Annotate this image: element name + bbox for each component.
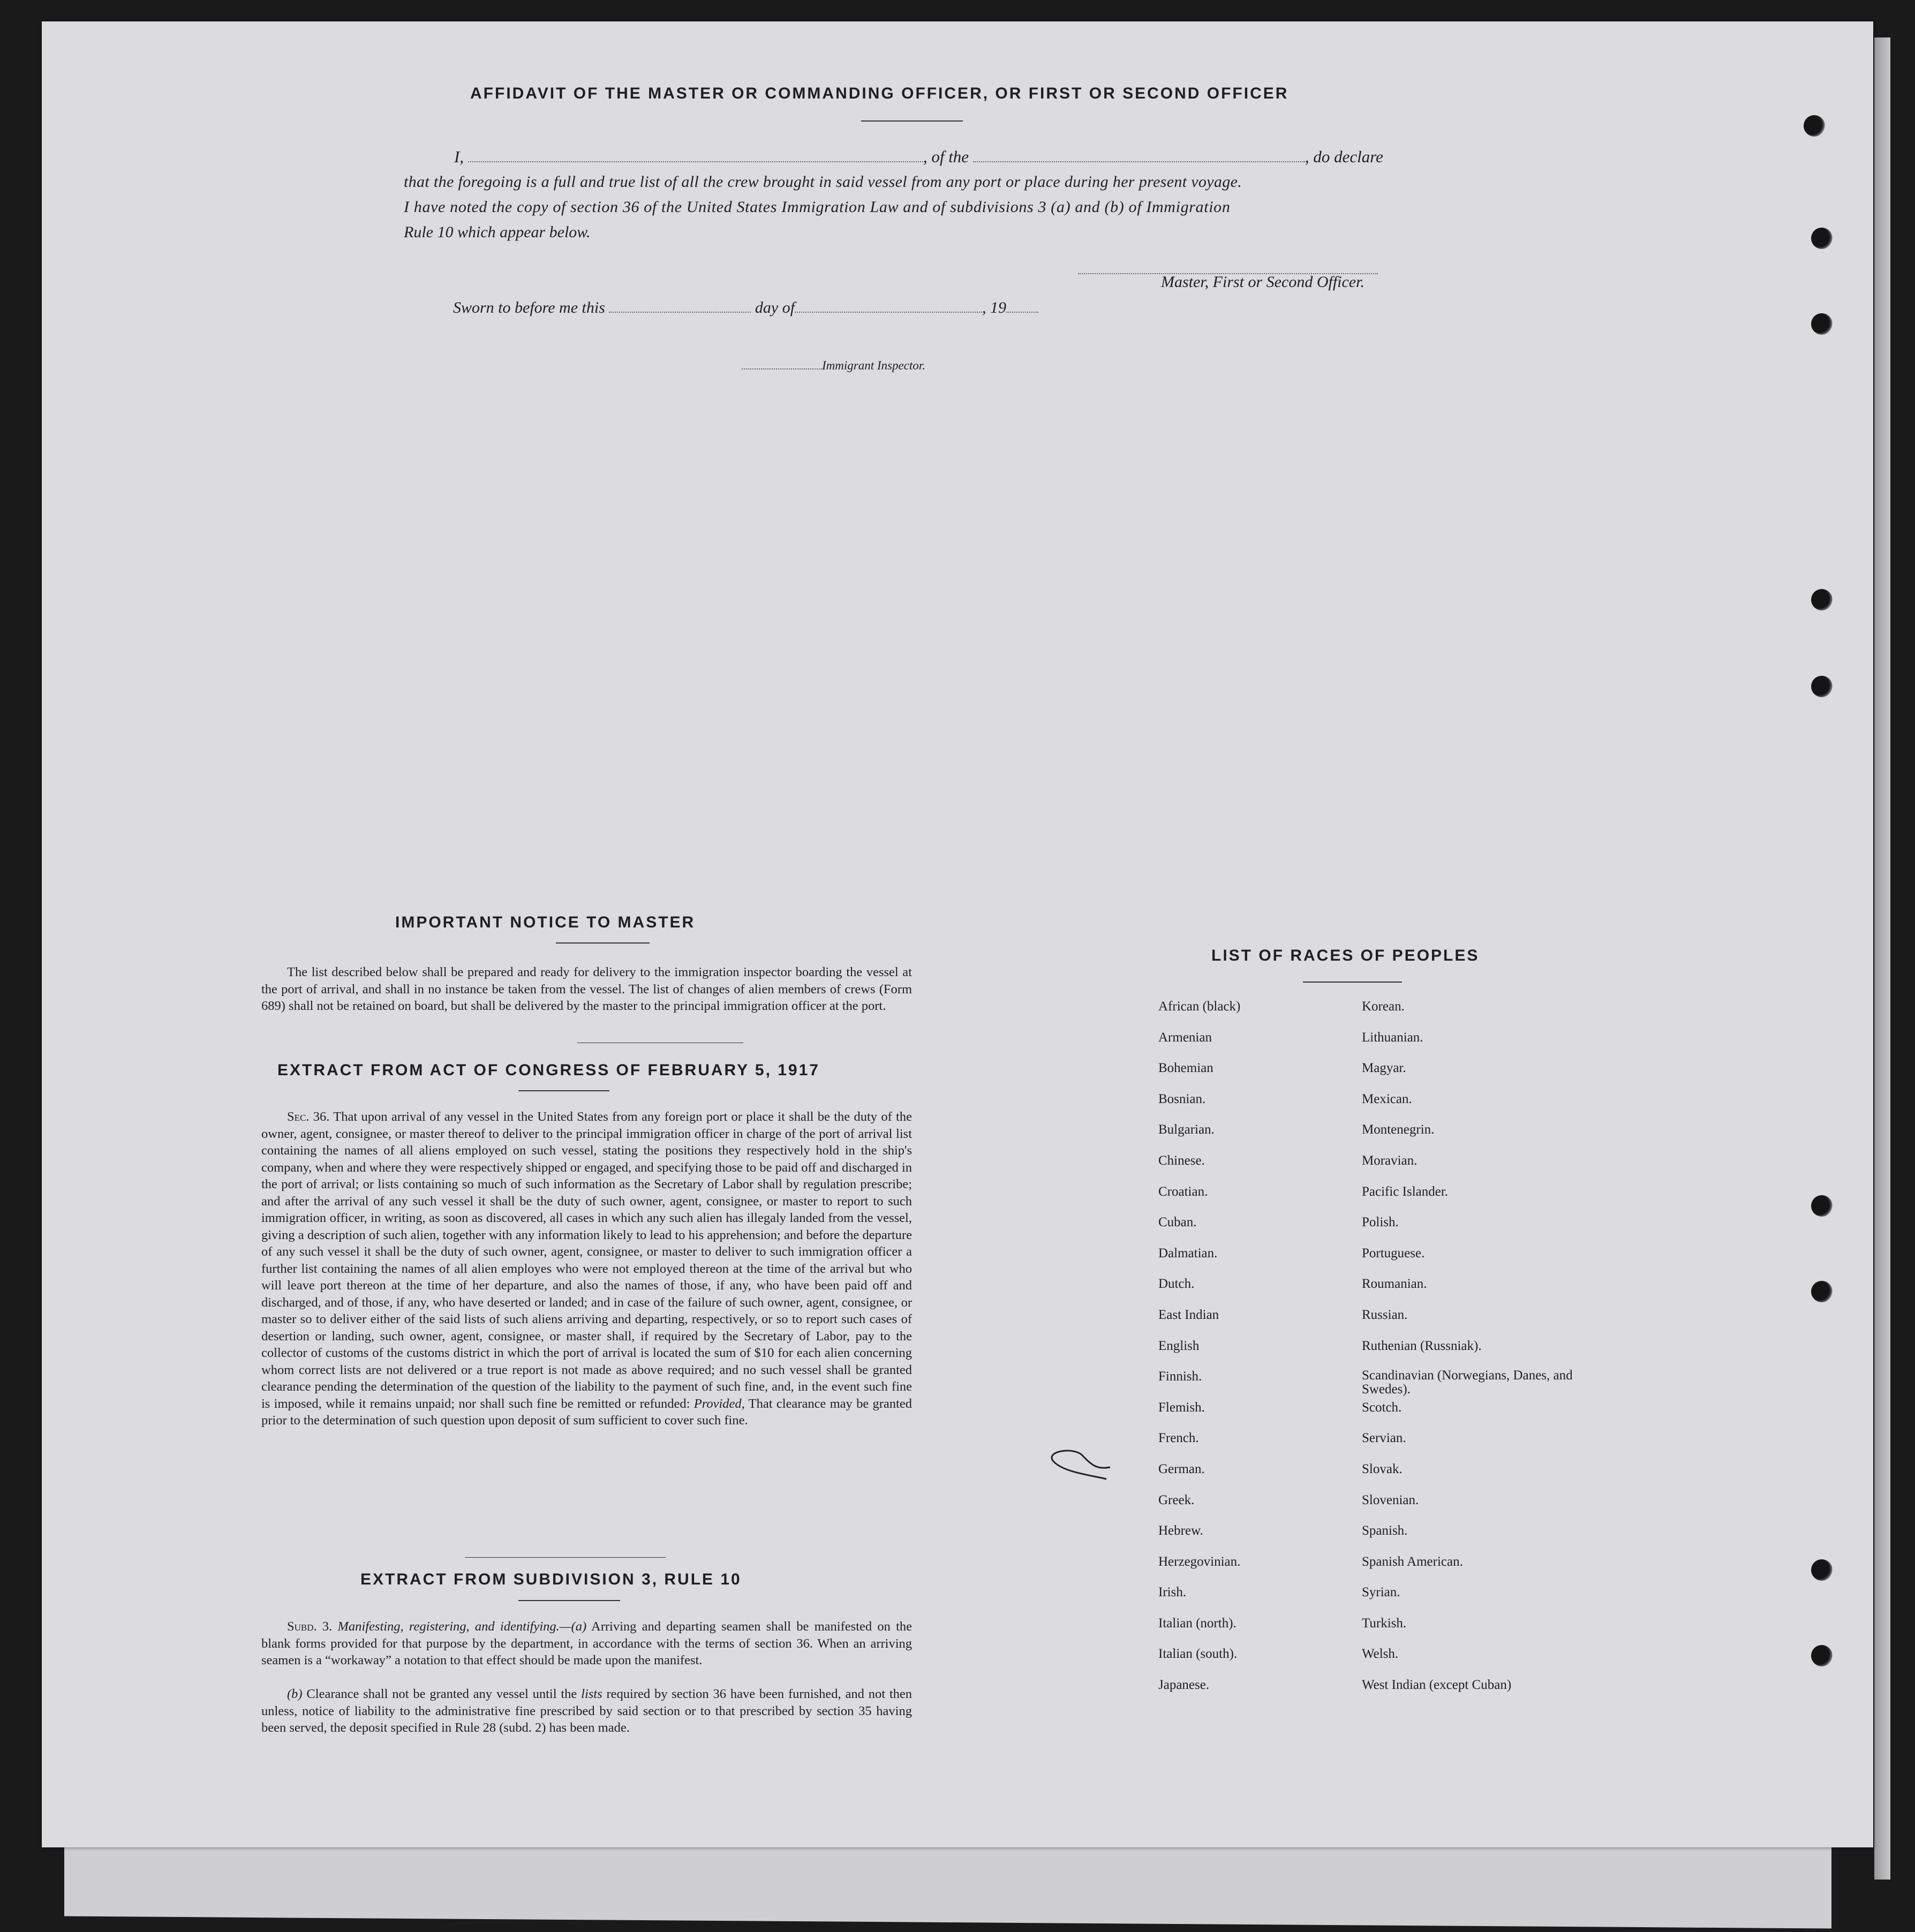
race-item: Cuban.	[1158, 1215, 1197, 1230]
binder-hole	[1811, 589, 1833, 610]
race-item: Servian.	[1362, 1431, 1406, 1446]
year-label: , 19	[982, 299, 1007, 316]
para-a-text: Arriving and departing seamen shall be manifested on the blank forms provided for that purpose by the department, in accordance with the terms of section 36. When an arriving seamen is a “workaway” a notation to that effect should be made upon the manifest.	[261, 1619, 912, 1667]
race-item: Slovenian.	[1362, 1492, 1419, 1507]
race-item: Armenian	[1158, 1030, 1212, 1045]
races-left-column	[1158, 999, 1351, 1708]
race-item: Bulgarian.	[1158, 1122, 1215, 1137]
races-heading: LIST OF RACES OF PEOPLES	[1211, 947, 1480, 964]
race-item: Roumanian.	[1362, 1277, 1427, 1292]
race-item: Italian (south).	[1158, 1647, 1238, 1662]
inspector-field[interactable]	[742, 368, 822, 369]
subd-label: Subd. 3.	[287, 1619, 333, 1634]
affidavit-line4: Rule 10 which appear below.	[404, 223, 591, 241]
race-item: African (black)	[1158, 999, 1241, 1014]
act-rule	[518, 1090, 609, 1091]
act-text-end: That clearance may be granted prior to the determination of such question upon deposit of sum sufficient to cover such fine.	[261, 1396, 912, 1428]
binder-hole	[1811, 313, 1833, 335]
rule-para-b	[261, 1686, 912, 1737]
notice-heading: IMPORTANT NOTICE TO MASTER	[395, 914, 696, 931]
act-body	[261, 1108, 912, 1429]
race-item: Portuguese.	[1362, 1246, 1425, 1261]
act-text: That upon arrival of any vessel in the United States from any foreign port or place it shall be the duty of the owner, agent, consignee, or master thereof to deliver to the principal immigration officer in charge of the port of arrival list containing the names of all aliens employed on such vessel, stating the positions they respectively hold in the ship's company, when and where they were respectively shipped or engaged, and specifying those to be paid off and discharged in the port of arrival; or lists containing so much of such information as the Secretary of Labor shall by regulation prescribe; and after the arrival of any such vessel it shall be the duty of such owner, agent, consignee, or master to report to such immigration officer, in writing, as soon as discovered, all cases in which any such alien has illegaly landed from the vessel, giving a description of such alien, together with any information likely to lead to his apprehension; and before the departure of any such vessel it shall be the duty of such owner, agent, consignee, or master to deliver to such immigration officer a further list containing the names of all alien employes who were not employed thereon at the time of the arrival but who will leave port thereon at the time of her departure, and also the names of those, if any, who have been paid off and discharged, and of those, if any, who have deserted or landed; and in case of the failure of such owner, agent, consignee, or master so to deliver either of the said lists of such aliens arriving and departing, respectively, or so to report such cases of desertion or landing, such owner, agent, consignee, or master shall, if required by the Secretary of Labor, pay to the collector of customs of the customs district in which the port of arrival is located the sum of $10 for each alien concerning whom correct lists are not delivered or a true report is not made as above required; and no such vessel shall be granted clearance pending the determination of the question of the liability to the payment of such fine, and, in the event such fine is imposed, while it remains unpaid; nor shall such fine be remitted or refunded:	[261, 1110, 912, 1411]
race-item: Italian (north).	[1158, 1616, 1237, 1631]
sworn-line	[453, 299, 1038, 317]
race-item: Welsh.	[1362, 1647, 1399, 1662]
race-item: Finnish.	[1158, 1369, 1202, 1384]
race-item: Korean.	[1362, 999, 1405, 1014]
sworn-label: Sworn to before me this	[453, 299, 605, 316]
race-item: Hebrew.	[1158, 1523, 1203, 1538]
day-of-label: day of	[755, 299, 795, 316]
signature-label: Master, First or Second Officer.	[1161, 273, 1364, 291]
pencil-mark	[1043, 1446, 1118, 1489]
race-item: Russian.	[1362, 1307, 1408, 1322]
races-rule	[1303, 982, 1402, 983]
race-item: German.	[1158, 1461, 1205, 1476]
year-field[interactable]	[1006, 312, 1038, 313]
race-item: Spanish.	[1362, 1523, 1408, 1538]
race-item: Moravian.	[1362, 1153, 1418, 1168]
race-item: English	[1158, 1338, 1200, 1353]
day-field[interactable]	[609, 312, 751, 313]
act-divider	[465, 1557, 666, 1558]
race-item: Scandinavian (Norwegians, Danes, and Swedes).	[1362, 1368, 1573, 1397]
binder-hole	[1811, 1559, 1833, 1581]
race-item: Pacific Islander.	[1362, 1184, 1449, 1199]
race-item: Montenegrin.	[1362, 1122, 1435, 1137]
document-page	[42, 21, 1873, 1847]
race-item: Scotch.	[1362, 1400, 1402, 1415]
binder-hole	[1811, 228, 1833, 249]
rule-para-a	[261, 1618, 912, 1669]
b-label: (b)	[287, 1687, 303, 1701]
binder-hole	[1804, 115, 1825, 137]
race-item: East Indian	[1158, 1307, 1219, 1322]
notice-rule	[556, 942, 650, 944]
subd-title: Manifesting, registering, and identifying.—(a)	[337, 1619, 587, 1634]
do-declare-label: , do declare	[1305, 147, 1383, 166]
binder-hole	[1811, 1195, 1833, 1217]
affidavit-line2: that the foregoing is a full and true list of all the crew brought in said vessel from any port or place during her present voyage.	[404, 173, 1242, 191]
page-edge	[1874, 37, 1890, 1880]
affidavit-rule	[861, 120, 963, 122]
rule-rule	[518, 1600, 620, 1601]
para-b-text-1: Clearance shall not be granted any vessel until the	[306, 1687, 577, 1701]
notice-body: The list described below shall be prepared and ready for delivery to the immigration inspector boarding the vessel at the port of arrival, and shall in no instance be taken from the vessel. The list of changes of alien members of crews (Form 689) shall not be retained on board, but shall be delivered by the master to the principal immigration officer at the port.	[261, 965, 912, 1013]
race-item: Ruthenian (Russniak).	[1362, 1338, 1482, 1353]
para-b-lists: lists	[581, 1687, 602, 1701]
name-field[interactable]	[468, 161, 923, 162]
race-item: French.	[1158, 1431, 1199, 1446]
race-item: Japanese.	[1158, 1678, 1210, 1693]
sec-label: Sec. 36.	[287, 1110, 330, 1124]
binder-hole	[1811, 1281, 1833, 1302]
rule-heading: EXTRACT FROM SUBDIVISION 3, RULE 10	[360, 1571, 742, 1588]
inspector-label: Immigrant Inspector.	[822, 359, 925, 372]
of-the-label: , of the	[923, 147, 969, 166]
race-item: Chinese.	[1158, 1153, 1205, 1168]
binder-hole	[1811, 676, 1833, 697]
race-item: Dalmatian.	[1158, 1246, 1218, 1261]
affidavit-line3: I have noted the copy of section 36 of the United States Immigration Law and of subdivisions 3 (a) and (b) of Immigration	[404, 198, 1231, 216]
provided-label: Provided,	[693, 1396, 745, 1411]
para-b-text-2: required by section 36 have been furnished, and not then unless, notice of liability to the administrative fine prescribed by said section or to that prescribed by section 35 having been served, the deposit specified in Rule 28 (subd. 2) has been made.	[261, 1687, 913, 1735]
i-label: I,	[454, 147, 464, 166]
month-field[interactable]	[795, 312, 982, 313]
race-item: West Indian (except Cuban)	[1362, 1678, 1512, 1693]
inspector-line	[742, 359, 925, 373]
race-item: Mexican.	[1362, 1091, 1412, 1106]
race-item: Flemish.	[1158, 1400, 1205, 1415]
race-item: Syrian.	[1362, 1585, 1400, 1600]
race-item: Polish.	[1362, 1215, 1399, 1230]
races-right-column	[1362, 999, 1587, 1708]
race-item: Turkish.	[1362, 1616, 1407, 1631]
vessel-field[interactable]	[973, 161, 1305, 162]
race-item: Slovak.	[1362, 1461, 1403, 1476]
affidavit-line1	[454, 147, 1472, 167]
race-item: Bosnian.	[1158, 1091, 1206, 1106]
binder-hole	[1811, 1645, 1833, 1666]
race-item: Dutch.	[1158, 1277, 1195, 1292]
race-item: Magyar.	[1362, 1061, 1406, 1076]
act-heading: EXTRACT FROM ACT OF CONGRESS OF FEBRUARY 5, 1917	[277, 1061, 820, 1079]
race-item: Bohemian	[1158, 1061, 1213, 1076]
race-item: Herzegovinian.	[1158, 1554, 1241, 1569]
race-item: Spanish American.	[1362, 1554, 1463, 1569]
race-item: Greek.	[1158, 1492, 1195, 1507]
affidavit-heading: AFFIDAVIT OF THE MASTER OR COMMANDING OFFICER, OR FIRST OR SECOND OFFICER	[470, 85, 1289, 102]
race-item: Irish.	[1158, 1585, 1187, 1600]
race-item: Croatian.	[1158, 1184, 1208, 1199]
race-item: Lithuanian.	[1362, 1030, 1423, 1045]
